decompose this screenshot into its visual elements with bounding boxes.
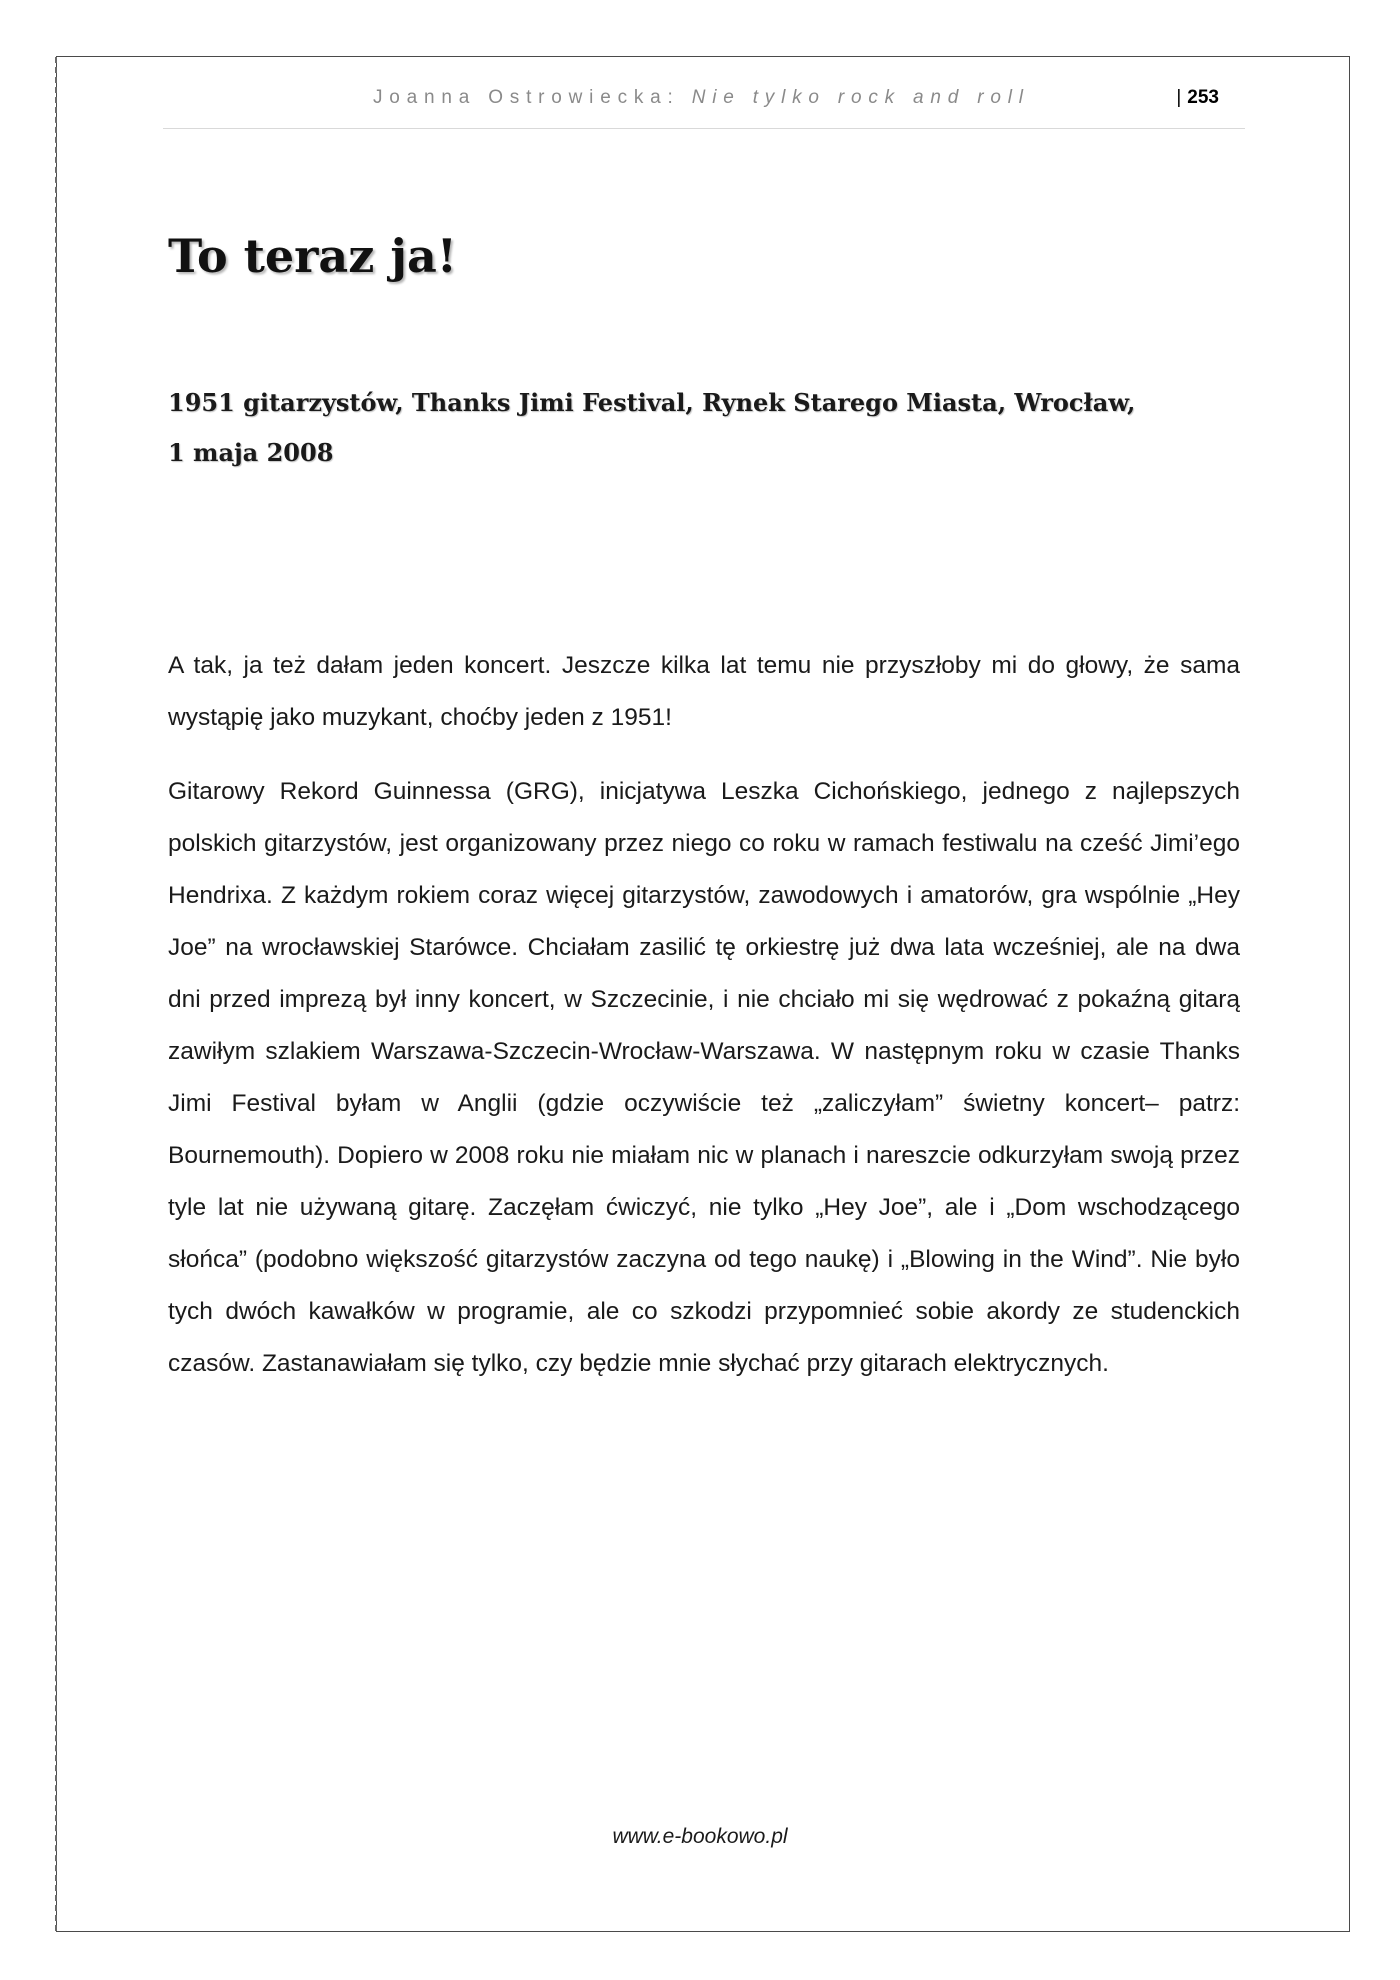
page-number	[1176, 84, 1219, 112]
header-author-title	[373, 84, 1030, 112]
header-author: Joanna Ostrowiecka:	[373, 87, 680, 108]
body-text	[168, 640, 1240, 1412]
subtitle-line-1: 1951 gitarzystów, Thanks Jimi Festival, Rynek Starego Miasta, Wrocław,	[168, 388, 1136, 417]
chapter-subtitle	[168, 378, 1238, 478]
header-book-title: Nie tylko rock and roll	[691, 87, 1030, 108]
footer-website[interactable]: www.e-bookowo.pl	[612, 1825, 788, 1848]
running-header	[163, 84, 1245, 129]
paragraph-2: Gitarowy Rekord Guinnessa (GRG), inicjatywa Leszka Cichońskiego, jednego z najlepszych polskich gitarzystów, jest organizowany przez niego co roku w ramach festiwalu na cześć Jimi’ego Hendrixa. Z każdym rokiem coraz więcej gitarzystów, zawodowych i amatorów, gra wspólnie „Hey Joe” na wrocławskiej Starówce. Chciałam zasilić tę orkiestrę już dwa lata wcześniej, ale na dwa dni przed imprezą był inny koncert, w Szczecinie, i nie chciało mi się wędrować z pokaźną gitarą zawiłym szlakiem Warszawa-Szczecin-Wrocław-Warszawa. W następnym roku w czasie Thanks Jimi Festival byłam w Anglii (gdzie oczywiście też „zaliczyłam” świetny koncert– patrz: Bournemouth). Dopiero w 2008 roku nie miałam nic w planach i nareszcie odkurzyłam swoją przez tyle lat nie używaną gitarę. Zaczęłam ćwiczyć, nie tylko „Hey Joe”, ale i „Dom wschodzącego słońca” (podobno większość gitarzystów zaczyna od tego naukę) i „Blowing in the Wind”. Nie było tych dwóch kawałków w programie, ale co szkodzi przypomnieć sobie akordy ze studenckich czasów. Zastanawiałam się tylko, czy będzie mnie słychać przy gitarach elektrycznych.	[168, 778, 1240, 1377]
paragraph-1: A tak, ja też dałam jeden koncert. Jeszcze kilka lat temu nie przyszłoby mi do głowy, że sama wystąpię jako muzykant, choćby jeden z 1951!	[168, 652, 1240, 731]
page-number-value: 253	[1187, 87, 1219, 108]
chapter-title: To teraz ja!	[168, 229, 457, 283]
subtitle-line-2: 1 maja 2008	[168, 438, 334, 467]
page-number-separator: |	[1176, 87, 1182, 108]
